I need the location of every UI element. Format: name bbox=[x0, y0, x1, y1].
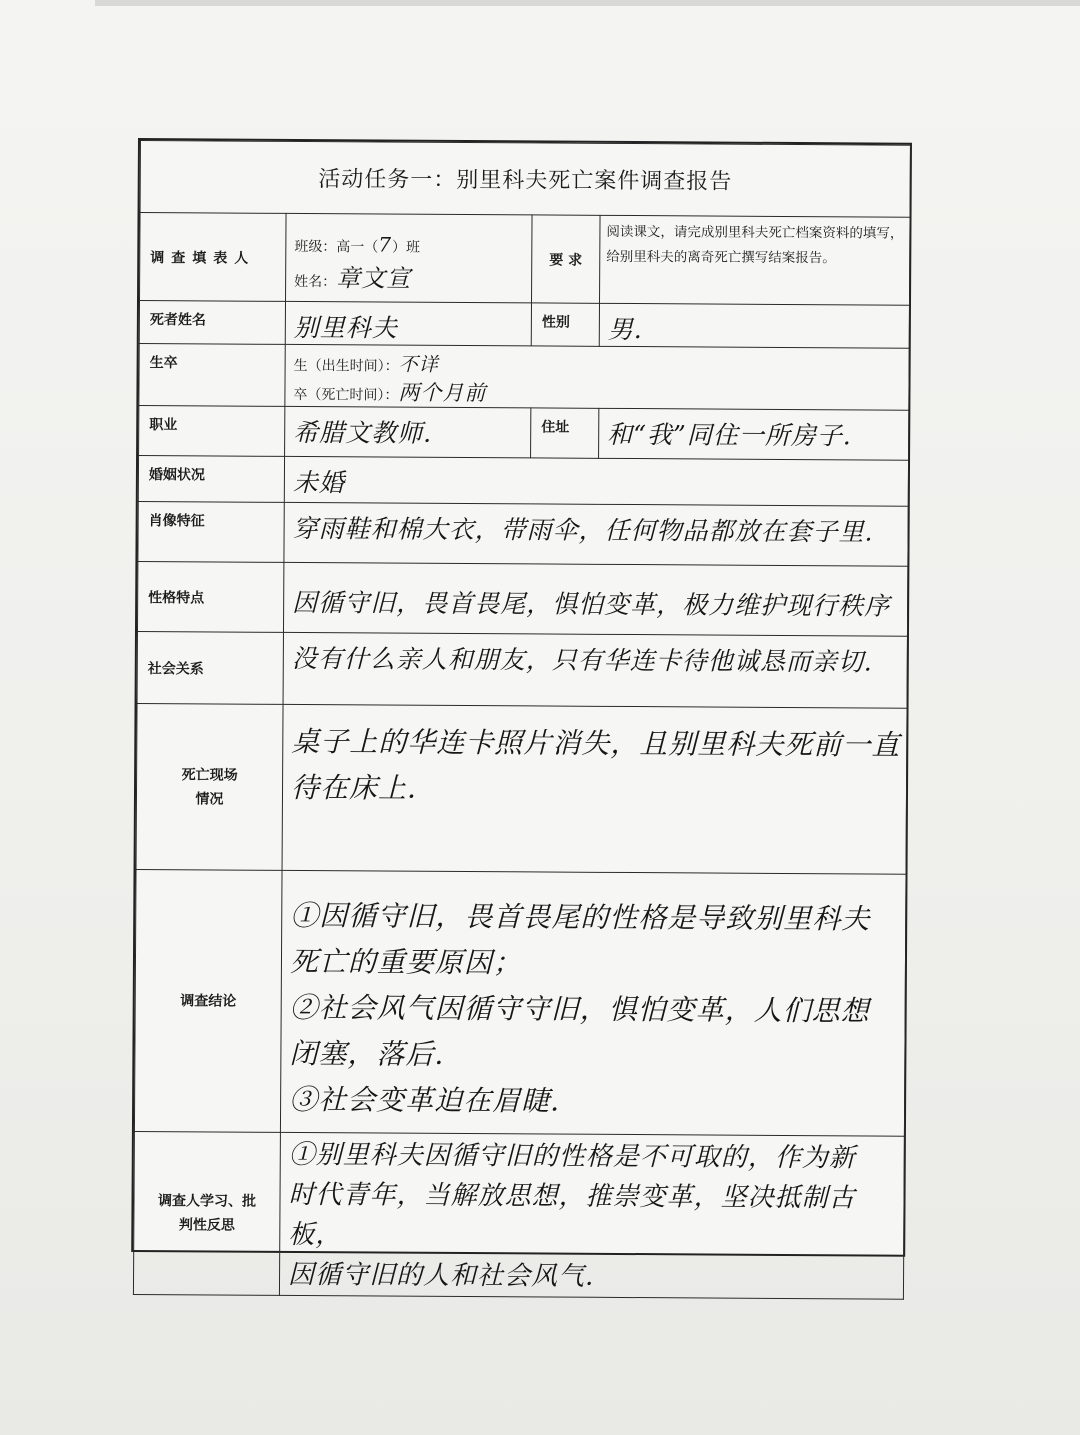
title-row bbox=[140, 141, 910, 218]
reflection-line: 时代青年，当解放思想，推崇变革，坚决抵制古板， bbox=[288, 1179, 856, 1251]
life-cell bbox=[285, 344, 909, 410]
report-form bbox=[131, 138, 912, 1292]
address-value: 和“我”同住一所房子. bbox=[607, 419, 852, 451]
gender-cell bbox=[599, 303, 909, 348]
character-cell bbox=[283, 562, 907, 636]
occupation-row bbox=[139, 406, 909, 461]
portrait-value: 穿雨鞋和棉大衣，带雨伞，任何物品都放在套子里. bbox=[292, 513, 874, 547]
report-table bbox=[133, 140, 911, 1300]
reflection-label bbox=[133, 1131, 280, 1295]
conclusion-line: 死亡的重要原因； bbox=[289, 944, 523, 980]
paper-top-edge bbox=[95, 0, 1080, 6]
address-cell bbox=[599, 408, 909, 460]
portrait-cell bbox=[284, 502, 908, 566]
relations-label: 社会关系 bbox=[137, 632, 283, 705]
conclusion-cell bbox=[280, 870, 906, 1136]
investigator-label: 调查填表人 bbox=[140, 213, 287, 302]
birth-value: 不详 bbox=[398, 353, 439, 376]
occupation-label: 职业 bbox=[139, 406, 285, 457]
marriage-row bbox=[138, 456, 908, 507]
occupation-value: 希腊文教师. bbox=[293, 417, 433, 448]
class-line bbox=[294, 232, 525, 257]
death-scene-cell bbox=[282, 704, 907, 874]
requirement-text: 阅读课文，请完成别里科夫死亡档案资料的填写，给别里科夫的离奇死亡撰写结案报告。 bbox=[599, 215, 910, 305]
death-line bbox=[293, 376, 902, 410]
occupation-cell bbox=[285, 406, 531, 458]
death-label: 卒（死亡时间）： bbox=[293, 386, 399, 404]
conclusion-line: 闭塞，落后. bbox=[289, 1036, 445, 1071]
name-label: 姓名： bbox=[294, 273, 337, 291]
investigator-cell bbox=[286, 213, 533, 303]
reflection-label-line1: 调查人学习、批 bbox=[157, 1193, 257, 1210]
reflection-cell bbox=[279, 1132, 904, 1299]
address-label: 住址 bbox=[531, 408, 599, 458]
deceased-name: 别里科夫 bbox=[293, 312, 398, 343]
death-value: 两个月前 bbox=[398, 380, 487, 406]
marriage-label: 婚姻状况 bbox=[138, 456, 284, 503]
deceased-row bbox=[139, 301, 909, 349]
reflection-line: 因循守旧的人和社会风气. bbox=[287, 1259, 595, 1292]
deceased-cell bbox=[285, 301, 531, 346]
form-title: 活动任务一：别里科夫死亡案件调查报告 bbox=[140, 141, 910, 218]
marriage-value: 未婚 bbox=[292, 467, 346, 498]
conclusion-row bbox=[134, 870, 906, 1137]
character-label: 性格特点 bbox=[137, 562, 283, 633]
conclusion-line: ③社会变革迫在眉睫. bbox=[289, 1082, 561, 1118]
gender-label: 性别 bbox=[531, 303, 599, 346]
life-row bbox=[139, 344, 909, 411]
death-scene-label bbox=[136, 704, 283, 871]
requirement-label: 要 求 bbox=[532, 215, 601, 303]
marriage-cell bbox=[284, 456, 908, 506]
conclusion-line: ②社会风气因循守守旧，惧怕变革，人们思想 bbox=[289, 990, 870, 1028]
death-scene-line: 待在床上. bbox=[290, 770, 418, 805]
conclusion-line: ①因循守旧，畏首畏尾的性格是导致别里科夫 bbox=[290, 898, 871, 936]
death-scene-label-line1: 死亡现场 bbox=[181, 766, 238, 784]
relations-value: 没有什么亲人和朋友，只有华连卡待他诚恳而亲切. bbox=[291, 643, 873, 677]
relations-cell bbox=[283, 632, 907, 708]
reflection-row bbox=[133, 1131, 904, 1299]
portrait-label: 肖像特征 bbox=[138, 502, 284, 563]
birth-label: 生（出生时间）： bbox=[293, 357, 399, 375]
gender-value: 男. bbox=[607, 314, 643, 345]
character-row bbox=[137, 562, 907, 637]
birth-line bbox=[294, 349, 903, 380]
life-label: 生卒 bbox=[139, 344, 285, 407]
conclusion-label: 调查结论 bbox=[134, 870, 282, 1133]
death-scene-line: 桌子上的华连卡照片消失，且别里科夫死前一直 bbox=[291, 724, 901, 762]
class-prefix: 班级：高一（ bbox=[294, 238, 379, 256]
class-suffix: ）班 bbox=[392, 239, 421, 256]
relations-row bbox=[137, 632, 907, 709]
investigator-row bbox=[140, 213, 911, 306]
investigator-name: 章文宣 bbox=[336, 264, 412, 293]
portrait-row bbox=[138, 502, 908, 567]
name-line bbox=[294, 258, 525, 294]
deceased-label: 死者姓名 bbox=[139, 301, 285, 345]
class-value: 7 bbox=[378, 232, 393, 257]
death-scene-row bbox=[136, 704, 907, 875]
character-value: 因循守旧，畏首畏尾，惧怕变革，极力维护现行秩序 bbox=[292, 587, 891, 621]
reflection-label-line2: 判性反思 bbox=[178, 1217, 235, 1234]
death-scene-label-line2: 情况 bbox=[195, 790, 224, 808]
reflection-line: ①别里科夫因循守旧的性格是不可取的，作为新 bbox=[288, 1139, 856, 1174]
